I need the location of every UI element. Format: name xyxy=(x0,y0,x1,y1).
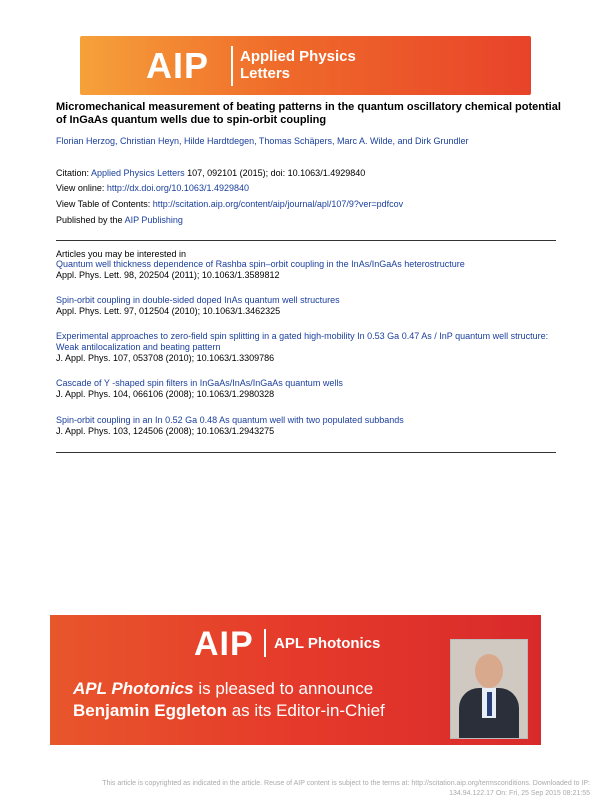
ad-headline-line1 xyxy=(73,679,373,699)
published-line xyxy=(56,215,183,226)
related-article xyxy=(56,378,556,400)
related-article-title-link[interactable]: Experimental approaches to zero-field spin splitting in a gated high-mobility In 0.53 Ga 0.47 As / InP quantum well structure: Weak antilocalization and beating pattern xyxy=(56,331,549,352)
aip-logo: AIP xyxy=(146,45,210,86)
article-authors[interactable]: Florian Herzog, Christian Heyn, Hilde Hardtdegen, Thomas Schäpers, Marc A. Wilde, and Dirk Grundler xyxy=(56,136,469,146)
doi-link[interactable]: http://dx.doi.org/10.1063/1.4929840 xyxy=(106,183,249,193)
view-online-label: View online: xyxy=(56,183,107,193)
related-article-citation: Appl. Phys. Lett. 98, 202504 (2011); 10.1063/1.3589812 xyxy=(56,270,280,280)
journal-name xyxy=(240,48,356,82)
footer-line2: 134.94.122.17 On: Fri, 25 Sep 2015 08:21:55 xyxy=(449,790,590,797)
footer-line1: This article is copyrighted as indicated in the article. Reuse of AIP content is subject to the terms at: http://scitation.aip.org/termsconditions. Downloaded to IP: xyxy=(102,780,590,787)
citation-details: 107, 092101 (2015); doi: 10.1063/1.4929840 xyxy=(184,168,366,178)
toc-label: View Table of Contents: xyxy=(56,199,153,209)
ad-journal-name: APL Photonics xyxy=(274,635,381,652)
ad-headline-line2 xyxy=(73,701,385,721)
toc-link[interactable]: http://scitation.aip.org/content/aip/journal/apl/107/9?ver=pdfcov xyxy=(152,199,404,209)
ad-aip-logo: AIP xyxy=(194,625,254,663)
ad-logo-divider xyxy=(264,629,266,657)
related-article xyxy=(56,295,556,317)
top-divider xyxy=(56,240,556,241)
view-online-line xyxy=(56,183,249,194)
citation-journal-link[interactable]: Applied Physics Letters xyxy=(91,168,185,178)
toc-line xyxy=(56,199,403,210)
journal-header-banner[interactable] xyxy=(80,36,531,95)
copyright-footer xyxy=(30,779,590,799)
ad-headline-rest: is pleased to announce xyxy=(193,679,374,698)
citation-line xyxy=(56,168,365,179)
related-article-citation: J. Appl. Phys. 104, 066106 (2008); 10.1063/1.2980328 xyxy=(56,389,275,399)
ad-headline-editor: Benjamin Eggleton xyxy=(73,701,227,720)
bottom-divider xyxy=(56,452,556,453)
editor-portrait-photo xyxy=(450,639,528,739)
ad-headline-journal: APL Photonics xyxy=(73,679,194,698)
related-article-citation: J. Appl. Phys. 103, 124506 (2008); 10.1063/1.2943275 xyxy=(56,426,275,436)
ad-headline-role: as its Editor-in-Chief xyxy=(226,701,385,720)
journal-name-line2: Letters xyxy=(240,65,291,82)
related-article xyxy=(56,259,556,281)
article-title: Micromechanical measurement of beating patterns in the quantum oscillatory chemical potential of InGaAs quantum wells due to spin-orbit coupling xyxy=(56,101,561,126)
journal-name-line1: Applied Physics xyxy=(240,48,356,65)
related-article-title-link[interactable]: Spin-orbit coupling in an In 0.52 Ga 0.48 As quantum well with two populated subbands xyxy=(56,415,404,425)
related-article-title-link[interactable]: Cascade of Y -shaped spin filters in InGaAs/InAs/InGaAs quantum wells xyxy=(56,378,343,388)
related-articles-heading: Articles you may be interested in xyxy=(56,249,187,259)
citation-label: Citation: xyxy=(56,168,92,178)
apl-photonics-ad-banner[interactable] xyxy=(50,615,541,745)
published-label: Published by the xyxy=(56,215,125,225)
logo-divider xyxy=(231,46,233,86)
related-article xyxy=(56,331,556,364)
related-article-citation: J. Appl. Phys. 107, 053708 (2010); 10.1063/1.3309786 xyxy=(56,353,275,363)
related-article-citation: Appl. Phys. Lett. 97, 012504 (2010); 10.1063/1.3462325 xyxy=(56,306,281,316)
related-article-title-link[interactable]: Quantum well thickness dependence of Rashba spin–orbit coupling in the InAs/InGaAs heterostructure xyxy=(56,259,465,269)
publisher-link[interactable]: AIP Publishing xyxy=(124,215,183,225)
related-article xyxy=(56,415,556,437)
related-article-title-link[interactable]: Spin-orbit coupling in double-sided doped InAs quantum well structures xyxy=(56,295,340,305)
